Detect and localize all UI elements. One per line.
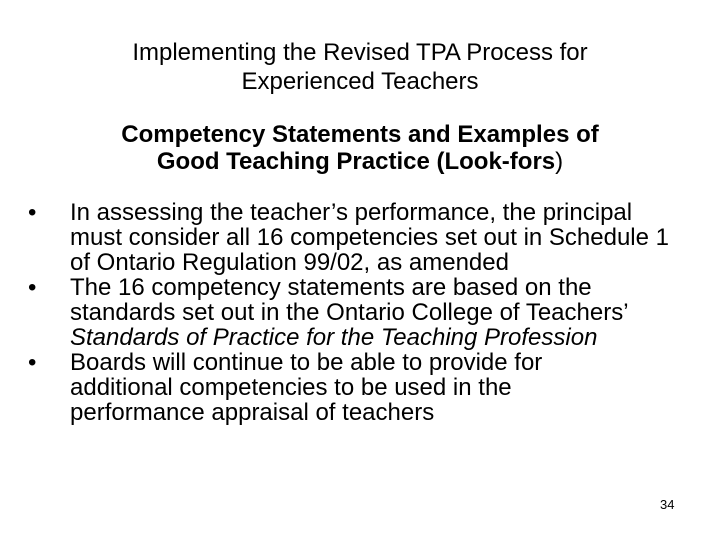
- subtitle-line-2-end: ): [555, 148, 564, 175]
- slide-number: 34: [660, 497, 675, 512]
- bullet-item: [28, 275, 688, 350]
- bullet-italic-title: Standards of Practice for the Teaching Profession: [70, 324, 598, 351]
- slide-subtitle: [0, 121, 720, 175]
- bullet-text: In assessing the teacher’s performance, the principal must consider all 16 competencies set out in Schedule 1 of Ontario Regulation 99/02, as amended: [70, 199, 670, 276]
- title-line-2: Experienced Teachers: [241, 68, 479, 95]
- subtitle-line-1: Competency Statements and Examples of: [121, 121, 599, 148]
- bullet-item: [28, 350, 688, 425]
- bullet-text: Boards will continue to be able to provide for additional competencies to be used in the performance appraisal of teachers: [70, 349, 543, 426]
- bullet-list: [28, 200, 688, 425]
- title-line-1: Implementing the Revised TPA Process for: [132, 39, 588, 66]
- bullet-text: The 16 competency statements are based on the standards set out in the Ontario College of Teachers’: [70, 274, 628, 326]
- slide-title: [0, 38, 720, 96]
- bullet-item: [28, 200, 688, 275]
- subtitle-line-2: Good Teaching Practice (Look-fors: [156, 148, 556, 175]
